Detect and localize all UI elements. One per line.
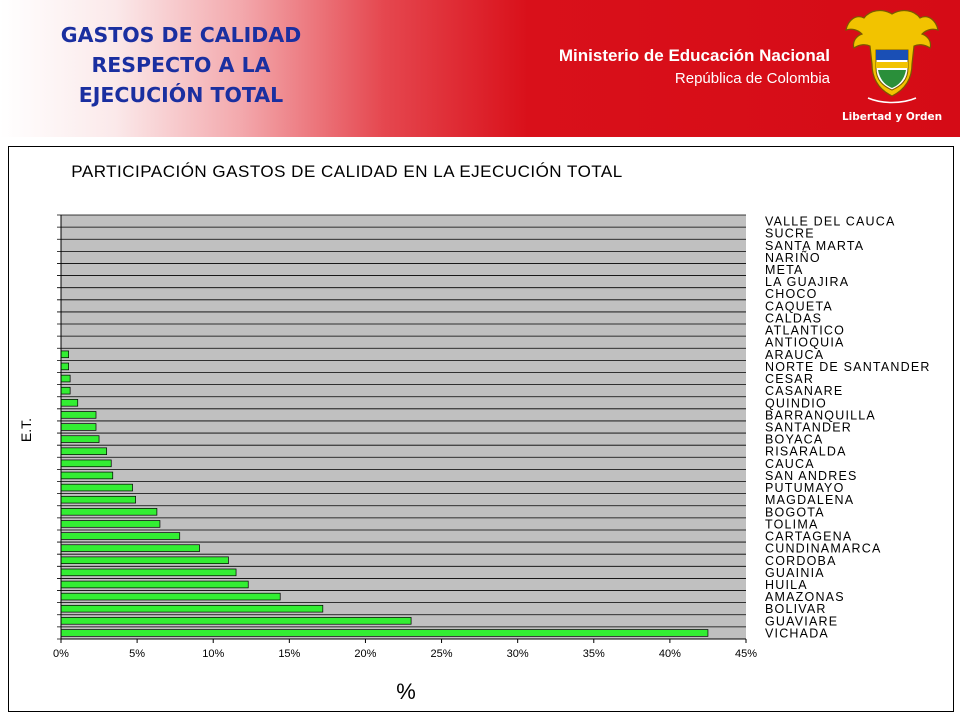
bar (61, 545, 200, 552)
category-label: PUTUMAYO (765, 481, 845, 496)
x-tick-label: 25% (430, 648, 453, 660)
bar (61, 460, 111, 467)
emblem-motto: Libertad y Orden (842, 111, 942, 123)
category-label: ATLANTICO (765, 323, 846, 338)
bar (61, 375, 70, 382)
category-label: SUCRE (765, 226, 815, 241)
category-label: CAUCA (765, 456, 815, 471)
bar (61, 411, 96, 418)
slide-title-line-1: GASTOS DE CALIDAD (60, 23, 302, 47)
category-label: SANTA MARTA (765, 238, 865, 253)
category-label: SANTANDER (765, 420, 852, 435)
bar (61, 508, 157, 515)
category-label: CASANARE (765, 384, 844, 399)
category-label: MAGDALENA (765, 493, 855, 508)
category-label: CARTAGENA (765, 529, 853, 544)
category-label: SAN ANDRES (765, 468, 858, 483)
x-tick-label: 0% (53, 648, 69, 660)
category-label: ANTIOQUIA (765, 335, 845, 350)
category-label: AMAZONAS (765, 590, 845, 605)
slide-title-line-2: RESPECTO A LA (91, 53, 271, 77)
category-label: CORDOBA (765, 553, 837, 568)
category-label: BOGOTA (765, 505, 825, 520)
slide-title (32, 20, 330, 110)
x-tick-label: 10% (202, 648, 225, 660)
category-label: ARAUCA (765, 347, 825, 362)
category-labels (765, 215, 931, 641)
bar (61, 569, 236, 576)
x-tick-labels (53, 639, 757, 660)
y-axis-label: E.T. (18, 417, 34, 443)
bar (61, 448, 107, 455)
header-banner (0, 0, 960, 137)
chart-frame (8, 146, 954, 712)
x-tick-label: 40% (658, 648, 681, 660)
bar (61, 557, 228, 564)
bar (61, 521, 160, 528)
category-label: VALLE DEL CAUCA (765, 214, 896, 229)
category-label: VICHADA (765, 626, 829, 641)
category-label: TOLIMA (765, 517, 819, 532)
category-label: CESAR (765, 372, 815, 387)
bar (61, 533, 180, 540)
category-label: NORTE DE SANTANDER (765, 359, 931, 374)
bar (61, 399, 78, 406)
category-label: NARIÑO (765, 250, 821, 265)
bar (61, 496, 136, 503)
x-tick-label: 15% (278, 648, 301, 660)
category-label: BOYACA (765, 432, 824, 447)
category-label: GUAINIA (765, 565, 825, 580)
category-label: CUNDINAMARCA (765, 541, 882, 556)
bar (61, 617, 411, 624)
bar (61, 605, 323, 612)
bar (61, 472, 113, 479)
x-tick-label: 45% (734, 648, 758, 660)
category-label: RISARALDA (765, 444, 847, 459)
bar (61, 436, 99, 443)
bar-chart (9, 147, 953, 711)
ministry-block (559, 44, 830, 90)
bar (61, 581, 248, 588)
x-tick-label: 30% (506, 648, 529, 660)
bar (61, 630, 708, 637)
x-tick-label: 35% (582, 648, 605, 660)
bar (61, 593, 280, 600)
category-label: HUILA (765, 577, 808, 592)
category-label: CHOCO (765, 287, 818, 302)
x-tick-label: 20% (354, 648, 377, 660)
bar (61, 424, 96, 431)
category-label: META (765, 263, 804, 278)
category-label: GUAVIARE (765, 614, 839, 629)
ministry-name: Ministerio de Educación Nacional (558, 46, 830, 65)
category-label: BARRANQUILLA (765, 408, 876, 423)
bar (61, 351, 69, 358)
bar (61, 484, 133, 491)
x-tick-label: 5% (129, 648, 146, 660)
chart-title: PARTICIPACIÓN GASTOS DE CALIDAD EN LA EJECUCIÓN TOTAL (71, 162, 623, 181)
bar (61, 387, 70, 394)
slide-title-line-3: EJECUCIÓN TOTAL (78, 83, 284, 107)
category-label: QUINDIO (765, 396, 827, 411)
category-label: CAQUETA (765, 299, 833, 314)
category-label: LA GUAJIRA (765, 275, 850, 290)
bar (61, 363, 69, 370)
coat-of-arms-icon (842, 6, 942, 132)
category-label: BOLIVAR (765, 602, 827, 617)
country-name: República de Colombia (674, 70, 830, 87)
x-axis-label: % (396, 679, 416, 704)
category-label: CALDAS (765, 311, 823, 326)
